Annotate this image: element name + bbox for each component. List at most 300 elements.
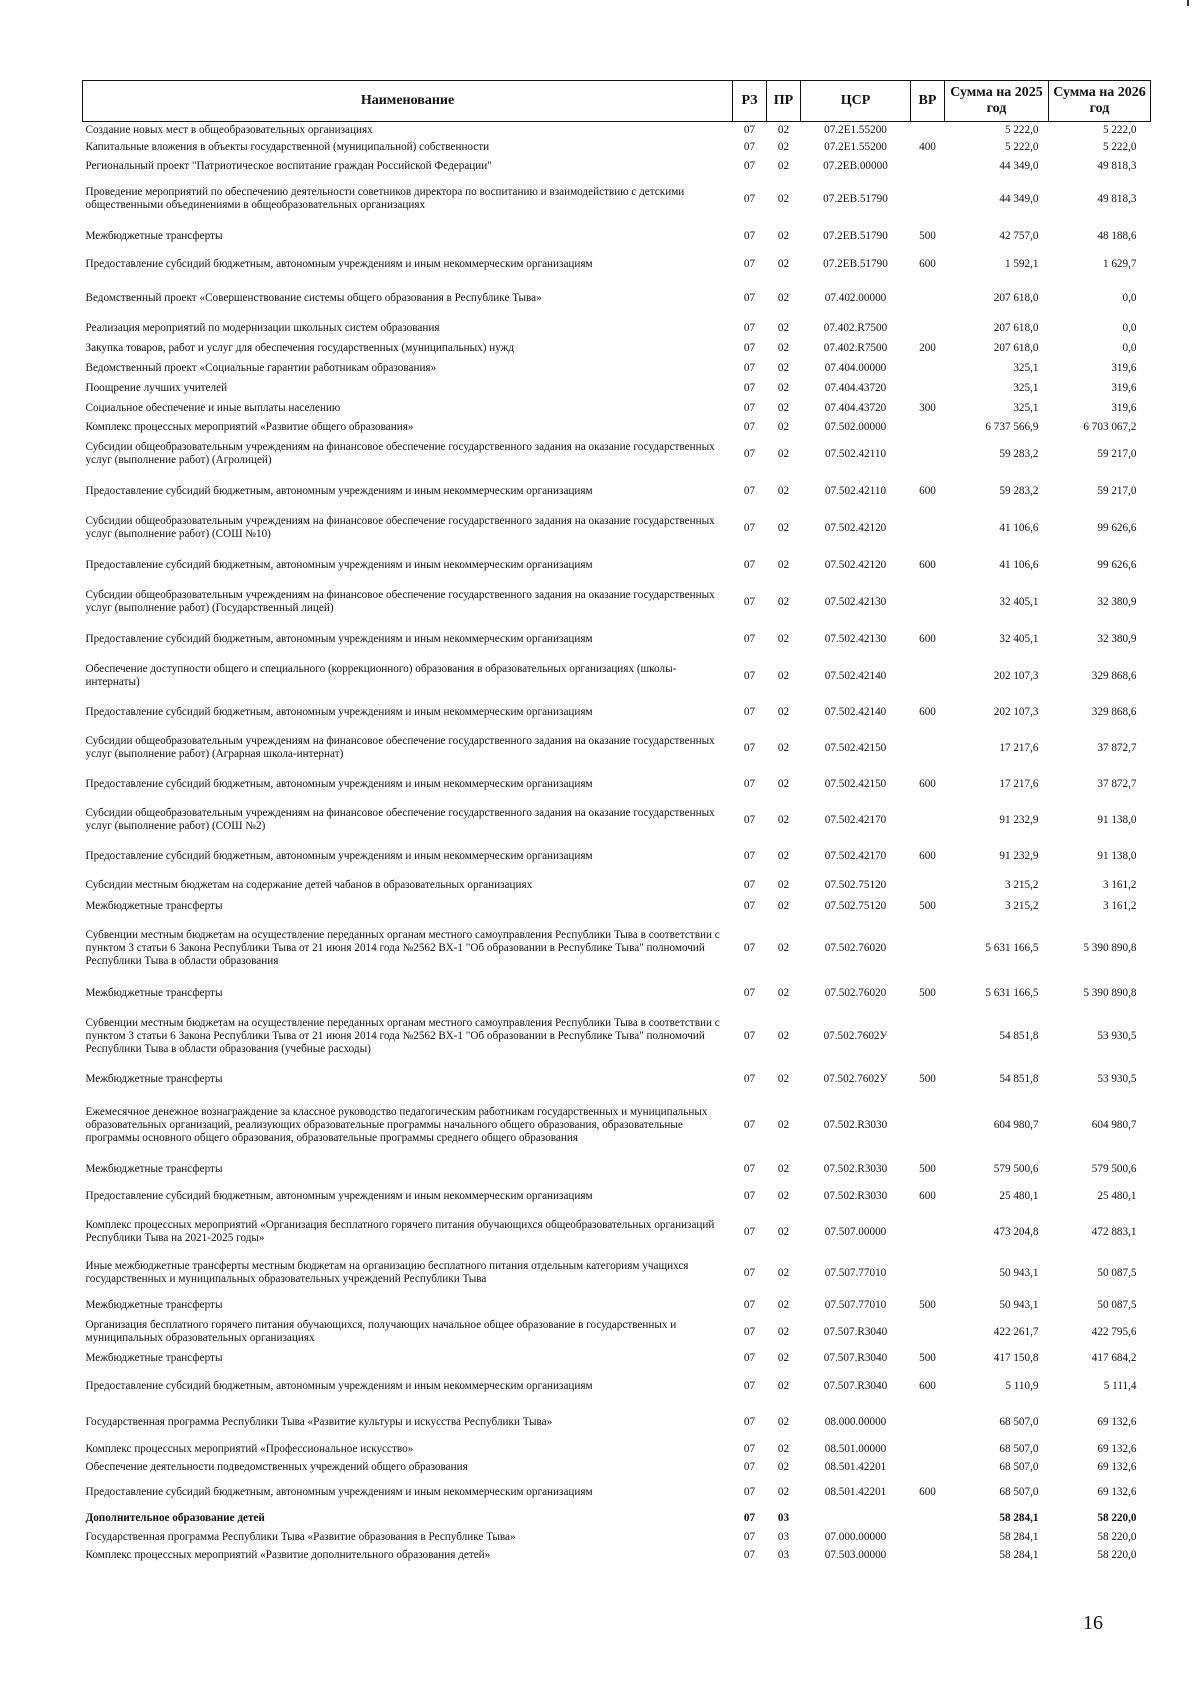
row-csr: 08.501.42201	[824, 1460, 887, 1473]
row-pr: 03	[777, 1511, 790, 1524]
row-pr: 02	[777, 1442, 790, 1455]
table-row	[83, 1180, 1151, 1212]
row-sum-2026: 32 380,9	[1097, 595, 1137, 608]
row-vr	[911, 176, 945, 222]
row-rz: 07	[743, 1548, 756, 1561]
row-vr: 500	[919, 1351, 936, 1364]
row-sum-2026: 1 629,7	[1102, 257, 1137, 270]
row-pr: 02	[777, 813, 790, 826]
row-sum-2026: 25 480,1	[1097, 1189, 1137, 1202]
row-pr: 02	[777, 192, 790, 205]
row-sum-2026: 3 161,2	[1102, 899, 1137, 912]
row-sum-2026: 58 220,0	[1097, 1511, 1137, 1524]
row-csr: 07.502.42130	[824, 595, 887, 608]
row-sum-2025: 579 500,6	[993, 1162, 1039, 1175]
table-header	[83, 81, 1151, 122]
row-name: Капитальные вложения в объекты государственной (муниципальной) собственности	[85, 141, 490, 153]
row-vr	[911, 278, 945, 318]
table-row	[83, 358, 1151, 378]
row-sum-2025: 42 757,0	[999, 229, 1039, 242]
table-row	[83, 896, 1151, 916]
row-vr: 500	[919, 986, 936, 999]
row-sum-2025: 325,1	[1013, 381, 1039, 394]
row-name: Ежемесячное денежное вознаграждение за классное руководство педагогическим работникам государственных и муниципальных образовательных организаций, реализующих образовательные программы начального общего образования, образовательные программы основного общего образования, образовательные программы среднего общего образования	[85, 1105, 708, 1144]
row-vr: 300	[919, 401, 936, 414]
table-row	[83, 418, 1151, 436]
row-rz: 07	[743, 401, 756, 414]
row-vr	[911, 358, 945, 378]
row-pr: 02	[777, 1379, 790, 1392]
row-pr: 02	[777, 447, 790, 460]
row-sum-2025: 3 215,2	[1004, 878, 1039, 891]
row-sum-2025: 32 405,1	[999, 632, 1039, 645]
row-csr: 07.507.R3040	[823, 1379, 888, 1392]
row-name: Государственная программа Республики Тыва «Развитие образования в Республике Тыва»	[85, 1530, 516, 1543]
row-pr: 02	[777, 1029, 790, 1042]
row-sum-2026: 319,6	[1111, 361, 1137, 374]
row-pr: 02	[777, 291, 790, 304]
row-pr: 02	[777, 777, 790, 790]
row-pr: 02	[777, 321, 790, 334]
row-vr: 600	[919, 632, 936, 645]
row-sum-2025: 68 507,0	[999, 1415, 1039, 1428]
table-row	[83, 620, 1151, 658]
row-csr: 07.2ЕВ.51790	[823, 257, 888, 270]
table-row	[83, 1066, 1151, 1092]
row-sum-2026: 59 217,0	[1097, 484, 1137, 497]
row-vr: 500	[919, 1072, 936, 1085]
row-rz: 07	[743, 1379, 756, 1392]
row-rz: 07	[743, 1298, 756, 1311]
row-vr: 600	[919, 777, 936, 790]
header-csr: ЦСР	[801, 81, 911, 122]
row-sum-2026: 0,0	[1122, 341, 1137, 354]
row-vr	[911, 658, 945, 694]
row-sum-2025: 58 284,1	[999, 1530, 1039, 1543]
row-pr: 02	[777, 257, 790, 270]
header-sum-2026: Сумма на 2026 год	[1049, 81, 1151, 122]
row-sum-2026: 472 883,1	[1091, 1225, 1137, 1238]
row-sum-2025: 5 222,0	[1004, 141, 1039, 153]
row-rz: 07	[743, 777, 756, 790]
table-row	[83, 222, 1151, 250]
row-rz: 07	[743, 361, 756, 374]
row-sum-2025: 44 349,0	[999, 192, 1039, 205]
row-csr: 08.501.00000	[824, 1442, 887, 1455]
row-rz: 07	[743, 1511, 756, 1524]
row-rz: 07	[743, 1442, 756, 1455]
row-csr: 07.402.R7500	[823, 341, 888, 354]
row-name: Обеспечение деятельности подведомственных учреждений общего образования	[85, 1460, 468, 1473]
row-sum-2026: 422 795,6	[1091, 1325, 1137, 1338]
row-vr	[911, 1440, 945, 1458]
row-sum-2026: 91 138,0	[1097, 849, 1137, 862]
row-sum-2025: 207 618,0	[993, 291, 1039, 304]
row-vr	[911, 1212, 945, 1252]
row-name: Предоставление субсидий бюджетным, автономным учреждениям и иным некоммерческим организациям	[85, 777, 593, 790]
row-sum-2026: 319,6	[1111, 381, 1137, 394]
row-name: Межбюджетные трансферты	[85, 1162, 223, 1175]
row-pr: 02	[777, 1225, 790, 1238]
header-pr: ПР	[767, 81, 801, 122]
row-name: Предоставление субсидий бюджетным, автономным учреждениям и иным некоммерческим организациям	[85, 632, 593, 645]
row-csr: 07.502.42170	[824, 849, 887, 862]
row-vr: 600	[919, 484, 936, 497]
row-name: Предоставление субсидий бюджетным, автономным учреждениям и иным некоммерческим организациям	[85, 705, 593, 718]
row-pr: 02	[767, 122, 801, 140]
row-pr: 02	[777, 1485, 790, 1498]
row-sum-2026: 99 626,6	[1097, 521, 1137, 534]
row-rz: 07	[743, 1118, 756, 1131]
table-row	[83, 1440, 1151, 1458]
row-rz: 07	[743, 1162, 756, 1175]
row-rz: 07	[743, 159, 756, 172]
row-name: Предоставление субсидий бюджетным, автономным учреждениям и иным некоммерческим организациям	[85, 1485, 593, 1498]
row-sum-2026: 5 390 890,8	[1083, 986, 1137, 999]
row-vr	[911, 802, 945, 838]
row-pr: 02	[777, 632, 790, 645]
row-csr: 07.502.42150	[824, 777, 887, 790]
row-pr: 03	[777, 1530, 790, 1543]
table-row	[83, 176, 1151, 222]
row-pr: 02	[777, 595, 790, 608]
table-row	[83, 916, 1151, 980]
row-rz: 07	[743, 1415, 756, 1428]
row-vr: 500	[919, 1298, 936, 1311]
row-sum-2026: 69 132,6	[1097, 1485, 1137, 1498]
row-pr: 02	[777, 1298, 790, 1311]
row-pr: 02	[777, 705, 790, 718]
row-rz: 07	[743, 341, 756, 354]
row-sum-2025: 5 110,9	[1005, 1379, 1039, 1392]
row-pr: 02	[777, 484, 790, 497]
row-csr: 07.502.42170	[824, 813, 887, 826]
row-sum-2026: 48 188,6	[1097, 229, 1137, 242]
row-sum-2026: 5 390 890,8	[1083, 941, 1137, 954]
row-name: Комплекс процессных мероприятий «Организация бесплатного горячего питания обучающихся общеобразовательных организаций Республики Тыва на 2021-2025 годы»	[85, 1219, 715, 1244]
row-rz: 07	[743, 1072, 756, 1085]
row-sum-2026: 69 132,6	[1097, 1415, 1137, 1428]
table-row	[83, 1092, 1151, 1158]
row-rz: 07	[743, 1530, 756, 1543]
row-pr: 02	[777, 521, 790, 534]
table-row	[83, 802, 1151, 838]
row-name: Реализация мероприятий по модернизации школьных систем образования	[85, 321, 440, 334]
table-row	[83, 838, 1151, 874]
row-csr: 07.2E1.55200	[801, 122, 911, 140]
row-vr: 500	[919, 1162, 936, 1175]
row-rz: 07	[743, 1189, 756, 1202]
row-sum-2026: 69 132,6	[1097, 1442, 1137, 1455]
row-sum-2026: 59 217,0	[1097, 447, 1137, 460]
row-vr: 600	[919, 705, 936, 718]
row-vr	[911, 418, 945, 436]
row-csr: 07.000.00000	[824, 1530, 887, 1543]
header-name: Наименование	[83, 81, 733, 122]
row-sum-2025: 32 405,1	[999, 595, 1039, 608]
row-csr: 07.502.42120	[824, 558, 887, 571]
row-csr: 07.507.77010	[824, 1298, 887, 1311]
row-sum-2025: 1 592,1	[1004, 257, 1039, 270]
row-csr: 07.402.00000	[824, 291, 887, 304]
row-csr: 07.2ЕВ.51790	[823, 192, 888, 205]
row-name: Субсидии общеобразовательным учреждениям на финансовое обеспечение государственного задания на оказание государственных услуг (выполнение работ) (СОШ №10)	[85, 515, 715, 540]
row-vr: 500	[919, 899, 936, 912]
row-csr: 07.507.00000	[824, 1225, 887, 1238]
row-rz: 07	[743, 705, 756, 718]
row-csr: 07.507.77010	[824, 1266, 887, 1279]
row-sum-2025: 25 480,1	[999, 1189, 1039, 1202]
row-name: Иные межбюджетные трансферты местным бюджетам на организацию бесплатного питания отдельным категориям учащихся государственных и муниципальных образовательных учреждений Республики Тыва	[85, 1260, 689, 1285]
row-csr: 07.2E1.55200	[824, 141, 887, 153]
row-vr	[911, 436, 945, 472]
row-rz: 07	[743, 321, 756, 334]
row-vr: 600	[919, 558, 936, 571]
row-sum-2025: 202 107,3	[993, 705, 1039, 718]
row-name: Закупка товаров, работ и услуг для обеспечения государственных (муниципальных) нужд	[85, 341, 515, 354]
row-pr: 02	[777, 1415, 790, 1428]
row-pr: 02	[777, 941, 790, 954]
row-sum-2025: 17 217,6	[999, 777, 1039, 790]
row-rz: 07	[743, 420, 756, 433]
table-row	[83, 398, 1151, 418]
row-pr: 02	[777, 558, 790, 571]
budget-table	[82, 80, 1151, 1564]
row-sum-2026: 5 222,0	[1049, 122, 1151, 140]
row-pr: 02	[777, 669, 790, 682]
row-pr: 02	[777, 1325, 790, 1338]
row-name: Субсидии общеобразовательным учреждениям на финансовое обеспечение государственного задания на оказание государственных услуг (выполнение работ) (Аграрная школа-интернат)	[85, 735, 715, 760]
row-pr: 02	[777, 361, 790, 374]
row-csr: 07.404.00000	[824, 361, 887, 374]
row-vr: 600	[919, 1189, 936, 1202]
row-pr: 02	[777, 381, 790, 394]
row-sum-2025: 473 204,8	[993, 1225, 1039, 1238]
row-pr: 02	[777, 741, 790, 754]
row-rz: 07	[733, 122, 767, 140]
table-row	[83, 874, 1151, 896]
row-csr: 07.502.42110	[824, 484, 887, 497]
row-vr	[911, 1546, 945, 1564]
row-csr: 08.000.00000	[824, 1415, 887, 1428]
row-csr: 07.502.76020	[824, 986, 887, 999]
row-csr: 08.501.42201	[824, 1485, 887, 1498]
table-row	[83, 1368, 1151, 1404]
table-row	[83, 1508, 1151, 1528]
row-name: Ведомственный проект «Совершенствование системы общего образования в Республике Тыва»	[85, 291, 542, 304]
table-row	[83, 318, 1151, 338]
row-sum-2026: 49 818,3	[1097, 192, 1137, 205]
row-pr: 02	[777, 1266, 790, 1279]
row-name: Региональный проект "Патриотическое воспитание граждан Российской Федерации"	[85, 159, 492, 172]
row-sum-2026: 5 222,0	[1102, 141, 1137, 153]
row-sum-2025: 41 106,6	[999, 558, 1039, 571]
row-rz: 07	[743, 558, 756, 571]
row-sum-2026: 58 220,0	[1097, 1548, 1137, 1561]
row-pr: 02	[777, 878, 790, 891]
row-rz: 07	[743, 741, 756, 754]
row-pr: 02	[777, 141, 790, 153]
table-row	[83, 122, 1151, 140]
row-rz: 07	[743, 632, 756, 645]
row-rz: 07	[743, 521, 756, 534]
row-sum-2025: 422 261,7	[993, 1325, 1039, 1338]
row-sum-2025: 59 283,2	[999, 447, 1039, 460]
row-name: Предоставление субсидий бюджетным, автономным учреждениям и иным некоммерческим организациям	[85, 1379, 593, 1392]
row-sum-2025: 50 943,1	[999, 1298, 1039, 1311]
table-row	[83, 546, 1151, 584]
row-sum-2026: 58 220,0	[1097, 1530, 1137, 1543]
row-rz: 07	[743, 484, 756, 497]
row-sum-2026: 604 980,7	[1091, 1118, 1137, 1131]
row-sum-2025: 604 980,7	[993, 1118, 1039, 1131]
row-sum-2026: 579 500,6	[1091, 1162, 1137, 1175]
row-rz: 07	[743, 1351, 756, 1364]
row-name: Обеспечение доступности общего и специального (коррекционного) образования в образовательных организациях (школы-интернаты)	[85, 663, 677, 688]
header-rz: РЗ	[733, 81, 767, 122]
row-sum-2025: 207 618,0	[993, 341, 1039, 354]
row-sum-2025: 54 851,8	[999, 1072, 1039, 1085]
row-sum-2026: 99 626,6	[1097, 558, 1137, 571]
row-csr: 07.502.42140	[824, 705, 887, 718]
row-pr: 02	[777, 1162, 790, 1175]
row-sum-2026: 417 684,2	[1091, 1351, 1137, 1364]
row-name: Комплекс процессных мероприятий «Развитие дополнительного образования детей»	[85, 1548, 491, 1561]
row-rz: 07	[743, 595, 756, 608]
row-csr: 07.502.42140	[824, 669, 887, 682]
row-pr: 02	[777, 986, 790, 999]
row-name: Создание новых мест в общеобразовательных организациях	[83, 122, 733, 140]
table-row	[83, 1348, 1151, 1368]
row-sum-2025: 68 507,0	[999, 1460, 1039, 1473]
row-rz: 07	[743, 813, 756, 826]
row-rz: 07	[743, 1225, 756, 1238]
row-sum-2025: 202 107,3	[993, 669, 1039, 682]
row-name: Организация бесплатного горячего питания обучающихся, получающих начальное общее образование в государственных и муниципальных образовательных организациях	[85, 1319, 677, 1344]
row-sum-2025: 44 349,0	[999, 159, 1039, 172]
row-vr: 600	[919, 257, 936, 270]
row-csr: 07.502.R3030	[823, 1189, 888, 1202]
row-vr	[911, 1528, 945, 1546]
table-row	[83, 1252, 1151, 1294]
row-csr: 07.404.43720	[824, 401, 887, 414]
row-rz: 07	[743, 1029, 756, 1042]
row-vr	[911, 1316, 945, 1348]
row-sum-2026: 32 380,9	[1097, 632, 1137, 645]
row-sum-2026: 329 868,6	[1091, 669, 1137, 682]
row-name: Предоставление субсидий бюджетным, автономным учреждениям и иным некоммерческим организациям	[85, 849, 593, 862]
row-rz: 07	[743, 192, 756, 205]
row-name: Поощрение лучших учителей	[85, 381, 228, 394]
budget-table-sheet	[82, 80, 1150, 1564]
row-sum-2026: 37 872,7	[1097, 741, 1137, 754]
table-row	[83, 510, 1151, 546]
table-row	[83, 250, 1151, 278]
row-csr: 07.502.R3030	[823, 1118, 888, 1131]
table-row	[83, 766, 1151, 802]
row-vr	[911, 510, 945, 546]
row-rz: 07	[743, 986, 756, 999]
row-sum-2026: 53 930,5	[1097, 1072, 1137, 1085]
table-row	[83, 730, 1151, 766]
row-pr: 02	[777, 899, 790, 912]
row-sum-2026: 37 872,7	[1097, 777, 1137, 790]
row-vr	[911, 874, 945, 896]
table-row	[83, 980, 1151, 1006]
row-rz: 07	[743, 291, 756, 304]
table-row	[83, 584, 1151, 620]
row-sum-2026: 3 161,2	[1102, 878, 1137, 891]
row-sum-2025: 5 631 166,5	[985, 986, 1039, 999]
row-vr	[911, 1458, 945, 1476]
row-pr: 02	[777, 849, 790, 862]
page-number: 16	[1083, 1612, 1103, 1634]
row-name: Комплекс процессных мероприятий «Профессиональное искусство»	[85, 1442, 414, 1455]
row-name: Предоставление субсидий бюджетным, автономным учреждениям и иным некоммерческим организациям	[85, 484, 593, 497]
row-pr: 02	[777, 401, 790, 414]
row-csr: 07.502.7602У	[823, 1072, 888, 1085]
row-sum-2025: 58 284,1	[999, 1548, 1039, 1561]
table-row	[83, 1212, 1151, 1252]
row-pr: 02	[777, 159, 790, 172]
row-vr	[911, 584, 945, 620]
row-vr: 600	[919, 1379, 936, 1392]
row-sum-2026: 53 930,5	[1097, 1029, 1137, 1042]
row-sum-2025: 50 943,1	[999, 1266, 1039, 1279]
row-sum-2025: 5 222,0	[945, 122, 1049, 140]
row-sum-2025: 68 507,0	[999, 1485, 1039, 1498]
row-csr: 07.502.00000	[824, 420, 887, 433]
table-row	[83, 1294, 1151, 1316]
table-row	[83, 278, 1151, 318]
table-row	[83, 1316, 1151, 1348]
row-csr: 07.402.R7500	[823, 321, 888, 334]
table-row	[83, 156, 1151, 176]
row-csr	[801, 1508, 911, 1528]
row-name: Межбюджетные трансферты	[85, 1072, 223, 1085]
row-sum-2025: 325,1	[1013, 401, 1039, 414]
row-vr	[911, 1508, 945, 1528]
row-vr	[911, 156, 945, 176]
row-vr	[911, 1006, 945, 1066]
row-name: Субсидии общеобразовательным учреждениям на финансовое обеспечение государственного задания на оказание государственных услуг (выполнение работ) (Агролицей)	[85, 441, 715, 466]
header-vr: ВР	[911, 81, 945, 122]
row-pr: 02	[777, 1189, 790, 1202]
table-row	[83, 694, 1151, 730]
row-sum-2025: 58 284,1	[999, 1511, 1039, 1524]
row-csr: 07.502.42150	[824, 741, 887, 754]
table-row	[83, 436, 1151, 472]
row-pr: 02	[777, 1351, 790, 1364]
row-name: Межбюджетные трансферты	[85, 229, 223, 242]
row-name: Комплекс процессных мероприятий «Развитие общего образования»	[85, 420, 414, 433]
row-rz: 07	[743, 669, 756, 682]
row-sum-2025: 91 232,9	[999, 813, 1039, 826]
row-vr: 500	[919, 229, 936, 242]
row-sum-2025: 91 232,9	[999, 849, 1039, 862]
row-csr: 07.502.42130	[824, 632, 887, 645]
row-vr	[911, 1252, 945, 1294]
row-sum-2025: 417 150,8	[993, 1351, 1039, 1364]
row-rz: 07	[743, 849, 756, 862]
row-csr: 07.502.7602У	[823, 1029, 888, 1042]
row-pr: 02	[777, 1118, 790, 1131]
table-row	[83, 1458, 1151, 1476]
row-name: Субсидии местным бюджетам на содержание детей чабанов в образовательных организациях	[85, 878, 533, 891]
row-sum-2025: 3 215,2	[1004, 899, 1039, 912]
row-name: Субсидии общеобразовательным учреждениям на финансовое обеспечение государственного задания на оказание государственных услуг (выполнение работ) (Государственный лицей)	[85, 589, 715, 614]
row-sum-2026: 329 868,6	[1091, 705, 1137, 718]
